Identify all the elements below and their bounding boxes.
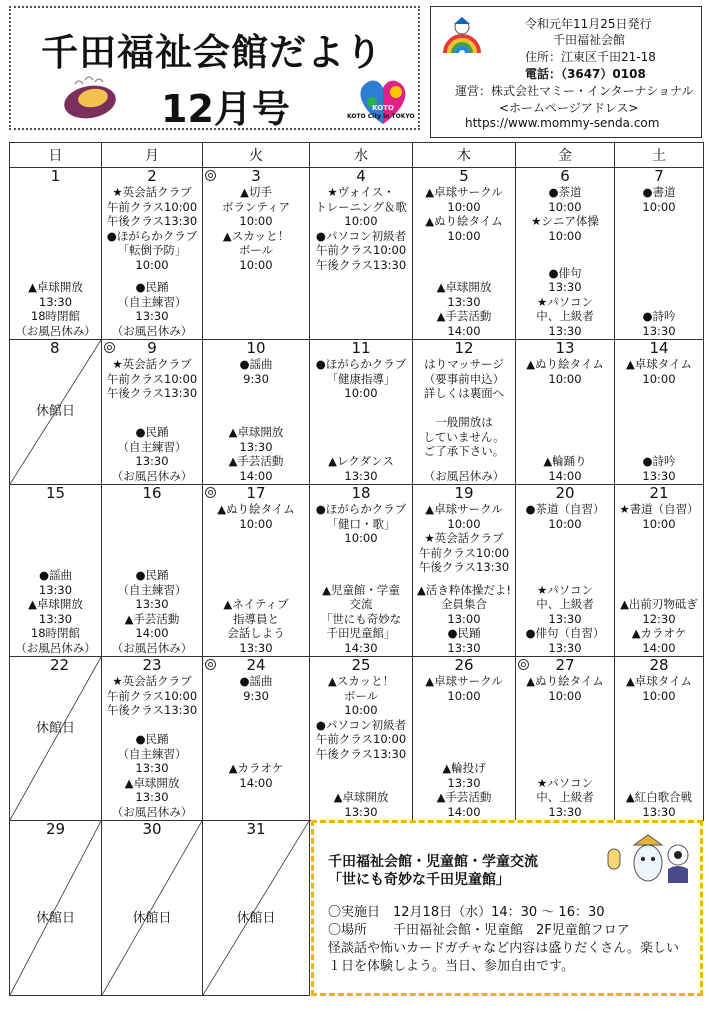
day-number: 5 — [459, 167, 469, 185]
event-line: 午後クラス13:30 — [106, 214, 198, 228]
day-cell-9 — [102, 340, 203, 485]
event-line: ▲卓球開放 — [124, 775, 180, 790]
day-number: 4 — [356, 167, 366, 185]
weekday-tue: 火 — [203, 143, 310, 168]
day-cell-11 — [310, 340, 413, 485]
day-number: 20 — [555, 484, 575, 502]
event-line: 13:30 — [548, 640, 582, 655]
event-line: ▲卓球開放 — [28, 280, 83, 294]
event-line: 14:00 — [239, 468, 273, 483]
day-cell-25 — [310, 657, 413, 821]
event-line: （お風呂休み） — [15, 640, 96, 655]
event-line: 中、上級者 — [536, 790, 594, 804]
event-line: 10:00 — [447, 199, 481, 214]
day-number: 10 — [246, 339, 266, 357]
event-line: ★パソコン — [536, 582, 594, 597]
event-line: 14:00 — [548, 468, 582, 483]
day-number: 13 — [555, 339, 575, 357]
event-line: 14:00 — [447, 323, 481, 338]
event-line: （お風呂休み） — [111, 468, 193, 483]
day-cell-20 — [516, 485, 615, 657]
closed-label: 休館日 — [236, 911, 276, 926]
event-line: 指導員と — [233, 611, 279, 626]
event-line: 会話しよう — [227, 626, 285, 640]
event-line: 「世にも奇妙な — [320, 611, 402, 626]
weekday-mon: 月 — [102, 143, 203, 168]
event-line: 10:00 — [642, 371, 676, 386]
event-line: ▲手芸活動 — [228, 454, 284, 468]
event-line: ▲レクダンス — [328, 454, 394, 468]
event-line: 13:30 — [447, 775, 481, 790]
event-line: ●パソコン初級者 — [315, 717, 407, 732]
event-line: 13:30 — [38, 294, 73, 309]
event-line: ▲ぬり絵タイム — [526, 357, 604, 371]
event-line: ボール — [238, 243, 274, 257]
event-line: 10:00 — [344, 531, 378, 545]
weekday-header-row — [10, 143, 704, 168]
event-line: 午前クラス10:00 — [106, 371, 198, 386]
event-line: 午前クラス10:00 — [106, 688, 198, 703]
event-line: ●俳句 — [548, 265, 582, 280]
event-line: 14:00 — [447, 804, 481, 819]
day-number: 31 — [246, 820, 266, 838]
sweet-potato-icon — [57, 74, 119, 126]
event-line: ▲カラオケ — [228, 761, 284, 775]
day-cell-22 — [10, 657, 102, 821]
event-line: （お風呂休み） — [111, 640, 193, 655]
event-line: ▲ぬり絵タイム — [425, 214, 503, 228]
event-line: 13:30 — [548, 804, 582, 819]
event-line: ★書道（自習） — [619, 502, 699, 516]
event-line: 全員集合 — [441, 597, 487, 611]
event-line: 10:00 — [344, 703, 378, 717]
newsletter-title: 千田福祉会館だより — [41, 31, 383, 74]
event-line: 13:30 — [135, 790, 169, 804]
day-cell-12 — [413, 340, 516, 485]
event-line: ★パソコン — [536, 775, 594, 790]
event-line: ▲児童館・学童 — [322, 582, 400, 597]
weekday-thu: 木 — [413, 143, 516, 168]
day-cell-14 — [615, 340, 704, 485]
closed-label: 休館日 — [132, 911, 172, 926]
day-cell-16 — [102, 485, 203, 657]
event-line: ●ほがらかクラブ — [106, 228, 198, 243]
event-line: ▲ぬり絵タイム — [217, 502, 295, 516]
event-line: ▲卓球サークル — [425, 185, 503, 199]
event-announcement-box — [311, 820, 703, 996]
event-line: 中、上級者 — [536, 309, 594, 323]
info-box — [430, 6, 702, 138]
day-cell-23 — [102, 657, 203, 821]
event-line: 14:00 — [135, 626, 169, 640]
day-number: 11 — [351, 339, 371, 357]
event-line: ★英会話クラブ — [112, 185, 192, 199]
event-line: ●茶道（自習） — [525, 502, 605, 516]
event-title-2: 「世にも奇妙な千田児童館」 — [328, 872, 510, 888]
event-line: ●謡曲 — [239, 357, 273, 371]
day-number: 23 — [142, 656, 162, 674]
event-line: 13:30 — [548, 323, 582, 338]
koto-caption: KOTO City in TOKYO — [347, 113, 415, 120]
event-line: 10:00 — [447, 516, 481, 531]
event-line: ★シニア体操 — [531, 214, 599, 228]
event-line: 10:00 — [548, 199, 582, 214]
day-number: 27 — [555, 656, 575, 674]
event-line: 14:00 — [239, 775, 273, 790]
day-cell-1 — [10, 168, 102, 340]
day-cell-5 — [413, 168, 516, 340]
event-line: ●詩吟 — [642, 454, 676, 468]
event-title-1: 千田福祉会館・児童館・学童交流 — [328, 854, 538, 870]
day-number: 7 — [654, 167, 664, 185]
event-line: ▲輪投げ — [442, 761, 486, 775]
day-cell-17 — [203, 485, 310, 657]
event-line: ●民踊 — [135, 280, 169, 294]
event-line: していません。 — [423, 429, 505, 444]
org-name: 千田福祉会館 — [553, 33, 626, 47]
day-number: 24 — [246, 656, 266, 674]
day-number: 30 — [142, 820, 162, 838]
calendar-table — [9, 142, 704, 821]
event-line: 10:00 — [642, 688, 676, 703]
day-cell-3 — [203, 168, 310, 340]
event-line: 13:30 — [642, 468, 676, 483]
event-line: 交流 — [349, 597, 373, 611]
event-line: （自主練習） — [117, 582, 187, 597]
event-line: 午前クラス10:00 — [106, 199, 198, 214]
day-number: 21 — [649, 484, 669, 502]
issue-label: 12月号 — [161, 87, 290, 131]
event-line: ▲手芸活動 — [436, 309, 492, 323]
event-line: 10:00 — [239, 214, 273, 228]
event-line: ★ヴォイス・ — [327, 185, 395, 199]
event-line: 午後クラス13:30 — [315, 746, 407, 761]
event-line: ボランティア — [221, 199, 291, 214]
event-line: ●民踊 — [135, 568, 169, 582]
event-line: ●民踊 — [135, 732, 169, 746]
event-line: ★英会話クラブ — [424, 531, 504, 545]
event-line: ボール — [343, 688, 379, 703]
event-desc-2: １日を体験しよう。当日、参加自由です。 — [328, 959, 574, 974]
event-line: ▲卓球開放 — [28, 597, 83, 611]
event-line: 18時閉館 — [30, 309, 81, 323]
event-line: ▲輪踊り — [543, 454, 587, 468]
event-line: はりマッサージ — [424, 357, 504, 371]
event-line: ▲手芸活動 — [436, 790, 492, 804]
event-line: （要事前申込） — [423, 371, 505, 386]
day-number: 29 — [45, 820, 66, 838]
event-line: 13:30 — [135, 761, 169, 775]
event-line: 13:30 — [548, 280, 582, 294]
day-number: 8 — [50, 339, 60, 357]
event-line: ●謡曲 — [239, 674, 273, 688]
yokai-characters-icon — [606, 829, 698, 889]
day-cell-29 — [9, 820, 102, 996]
event-line: ●民踊 — [447, 626, 481, 640]
day-cell-31 — [202, 820, 310, 996]
event-line: 14:00 — [642, 640, 676, 655]
event-line: 一般開放は — [435, 415, 493, 429]
event-line: ▲スカッと！ — [327, 674, 395, 688]
event-line: （自主練習） — [117, 294, 187, 309]
event-line: 「健口・歌」 — [326, 516, 396, 531]
event-line: 10:00 — [239, 257, 273, 272]
event-line: ▲手芸活動 — [124, 611, 180, 626]
event-line: ▲ネイティブ — [223, 597, 289, 611]
event-line: 10:00 — [447, 688, 481, 703]
event-line: 9:30 — [243, 688, 269, 703]
event-line: ●謡曲 — [38, 568, 73, 582]
event-line: 13:30 — [344, 804, 378, 819]
event-line: 10:00 — [548, 228, 582, 243]
event-line: ★英会話クラブ — [112, 357, 192, 371]
day-number: 28 — [649, 656, 669, 674]
event-line: ▲卓球開放 — [228, 425, 284, 439]
event-line — [413, 401, 515, 416]
closed-label: 休館日 — [35, 404, 75, 419]
event-line: （自主練習） — [117, 746, 187, 761]
event-line: 13:30 — [239, 640, 273, 655]
event-line: ▲スカッと！ — [222, 228, 290, 243]
event-line: 10:00 — [642, 516, 676, 531]
event-line: 午後クラス13:30 — [106, 386, 198, 400]
day-number: 19 — [454, 484, 474, 502]
event-line: 午前クラス10:00 — [418, 545, 510, 560]
day-cell-28 — [615, 657, 704, 821]
event-line: 13:30 — [135, 597, 169, 611]
rainbow-mascot-logo-icon — [441, 15, 483, 59]
event-line: 13:30 — [344, 468, 378, 483]
event-line: （お風呂休み） — [111, 323, 193, 338]
day-number: 22 — [50, 656, 70, 674]
event-line: 13:30 — [447, 640, 481, 655]
koto-heart-logo-icon — [352, 74, 414, 130]
day-cell-26 — [413, 657, 516, 821]
event-line: ●パソコン初級者 — [315, 228, 407, 243]
event-line: 10:00 — [239, 516, 273, 531]
event-line: ▲卓球タイム — [625, 674, 693, 688]
event-line: ▲紅白歌合戦 — [625, 790, 693, 804]
closed-label: 休館日 — [35, 721, 75, 736]
event-line: ●ほがらかクラブ — [315, 357, 407, 371]
day-number: 15 — [45, 484, 66, 502]
event-line: ▲出前刃物砥ぎ — [620, 597, 698, 611]
event-line: 13:30 — [38, 582, 73, 597]
operator: 運営：株式会社マミー・インターナショナル — [455, 84, 694, 98]
event-line: 13:00 — [447, 611, 481, 626]
day-cell-4 — [310, 168, 413, 340]
event-line: ▲卓球開放 — [333, 790, 389, 804]
event-line: 詳しくは裏面へ — [423, 386, 505, 400]
event-line: ●書道 — [642, 185, 676, 199]
day-cell-6 — [516, 168, 615, 340]
address: 住所：江東区千田21-18 — [525, 50, 656, 64]
event-line: ▲卓球開放 — [436, 280, 492, 294]
event-line: （お風呂休み） — [15, 323, 96, 338]
event-date: 〇実施日 12月18日（水）14：30 ～ 16：30 — [328, 905, 605, 920]
day-number: 1 — [50, 167, 61, 185]
event-line: 9:30 — [243, 371, 269, 386]
day-cell-27 — [516, 657, 615, 821]
day-number: 3 — [251, 167, 261, 185]
day-number: 26 — [454, 656, 474, 674]
day-number: 18 — [351, 484, 371, 502]
event-line: 午後クラス13:30 — [418, 560, 510, 574]
week-row-2 — [10, 340, 704, 485]
event-line: （お風呂休み） — [423, 468, 505, 483]
day-cell-7 — [615, 168, 704, 340]
day-number: 16 — [142, 484, 162, 502]
event-line: ●詩吟 — [642, 309, 676, 323]
event-line: ▲活き粋体操だよ! — [417, 582, 511, 597]
day-number: 6 — [560, 167, 570, 185]
day-cell-8 — [10, 340, 102, 485]
event-line: ご了承下さい。 — [423, 444, 505, 458]
week-row-4 — [10, 657, 704, 821]
event-line: 13:30 — [447, 294, 481, 309]
weekday-wed: 水 — [310, 143, 413, 168]
event-line: ★パソコン — [536, 294, 594, 309]
event-line: （お風呂休み） — [111, 804, 193, 819]
closed-day-slash — [10, 657, 101, 820]
event-line: 18時閉館 — [30, 626, 81, 640]
event-line: ▲卓球タイム — [625, 357, 693, 371]
day-cell-2 — [102, 168, 203, 340]
event-line: 10:00 — [548, 688, 582, 703]
day-number: 25 — [351, 656, 371, 674]
day-number: 17 — [246, 484, 266, 502]
event-line: 午後クラス13:30 — [315, 257, 407, 272]
event-line: 13:30 — [548, 611, 582, 626]
event-line: 午前クラス10:00 — [315, 243, 407, 257]
day-number: 2 — [147, 167, 157, 185]
weekday-sat: 土 — [615, 143, 704, 168]
event-line — [203, 790, 309, 805]
event-line: 10:00 — [344, 214, 378, 228]
event-line: 12:30 — [642, 611, 676, 626]
homepage-url[interactable]: https://www.mommy-senda.com — [465, 116, 660, 130]
event-line: 「転倒予防」 — [117, 243, 187, 257]
event-line: 13:30 — [642, 323, 676, 338]
day-number: 9 — [147, 339, 157, 357]
event-line: ▲卓球サークル — [425, 674, 503, 688]
event-line: ★英会話クラブ — [112, 674, 192, 688]
phone: 電話：（3647）0108 — [525, 67, 646, 81]
event-line: 13:30 — [135, 309, 169, 323]
event-line: 14:30 — [344, 640, 378, 655]
event-line: 10:00 — [548, 371, 582, 386]
homepage-label: <ホームページアドレス> — [499, 101, 639, 115]
event-line: 13:30 — [642, 804, 676, 819]
day-cell-19 — [413, 485, 516, 657]
event-line: 13:30 — [38, 611, 73, 626]
event-desc-1: 怪談話や怖いカードガチャなど内容は盛りだくさん。楽しい — [328, 941, 680, 956]
event-line: 「健康指導」 — [326, 371, 396, 386]
event-line: 10:00 — [447, 228, 481, 243]
day-cell-24 — [203, 657, 310, 821]
event-line: 10:00 — [135, 257, 169, 272]
week-row-3 — [10, 485, 704, 657]
event-line: トレーニング＆歌 — [315, 199, 407, 214]
day-cell-13 — [516, 340, 615, 485]
day-cell-18 — [310, 485, 413, 657]
title-box — [9, 6, 420, 130]
event-line: 10:00 — [642, 199, 676, 214]
event-line: 中、上級者 — [536, 597, 594, 611]
weekday-sun: 日 — [10, 143, 102, 168]
event-line: 千田児童館」 — [326, 626, 396, 640]
day-cell-10 — [203, 340, 310, 485]
event-line: 午後クラス13:30 — [106, 703, 198, 717]
issue-date: 令和元年11月25日発行 — [525, 17, 652, 31]
day-cell-15 — [10, 485, 102, 657]
event-line: ▲卓球サークル — [425, 502, 503, 516]
event-line: ▲ぬり絵タイム — [526, 674, 604, 688]
event-line: （自主練習） — [117, 439, 187, 454]
day-number: 14 — [649, 339, 669, 357]
event-line: ▲カラオケ — [631, 626, 687, 640]
koto-logo-text: KOTO — [372, 104, 394, 112]
event-line: 13:30 — [135, 454, 169, 468]
event-line: 午前クラス10:00 — [315, 732, 407, 746]
event-line: 10:00 — [548, 516, 582, 531]
weekday-fri: 金 — [516, 143, 615, 168]
event-line: ●俳句（自習） — [525, 626, 605, 640]
day-cell-21 — [615, 485, 704, 657]
day-cell-30 — [101, 820, 203, 996]
event-line: ●民踊 — [135, 425, 169, 439]
event-line: 10:00 — [344, 386, 378, 400]
day-number: 12 — [454, 339, 474, 357]
event-line: ●ほがらかクラブ — [315, 502, 407, 516]
week-row-1 — [10, 168, 704, 340]
event-place: 〇場所 千田福祉会館・児童館 2F児童館フロア — [328, 923, 630, 938]
event-line: 13:30 — [239, 439, 273, 454]
closed-label: 休館日 — [35, 911, 75, 926]
event-line — [203, 805, 309, 820]
event-line: ▲切手 — [240, 185, 272, 199]
event-line: ●茶道 — [548, 185, 582, 199]
